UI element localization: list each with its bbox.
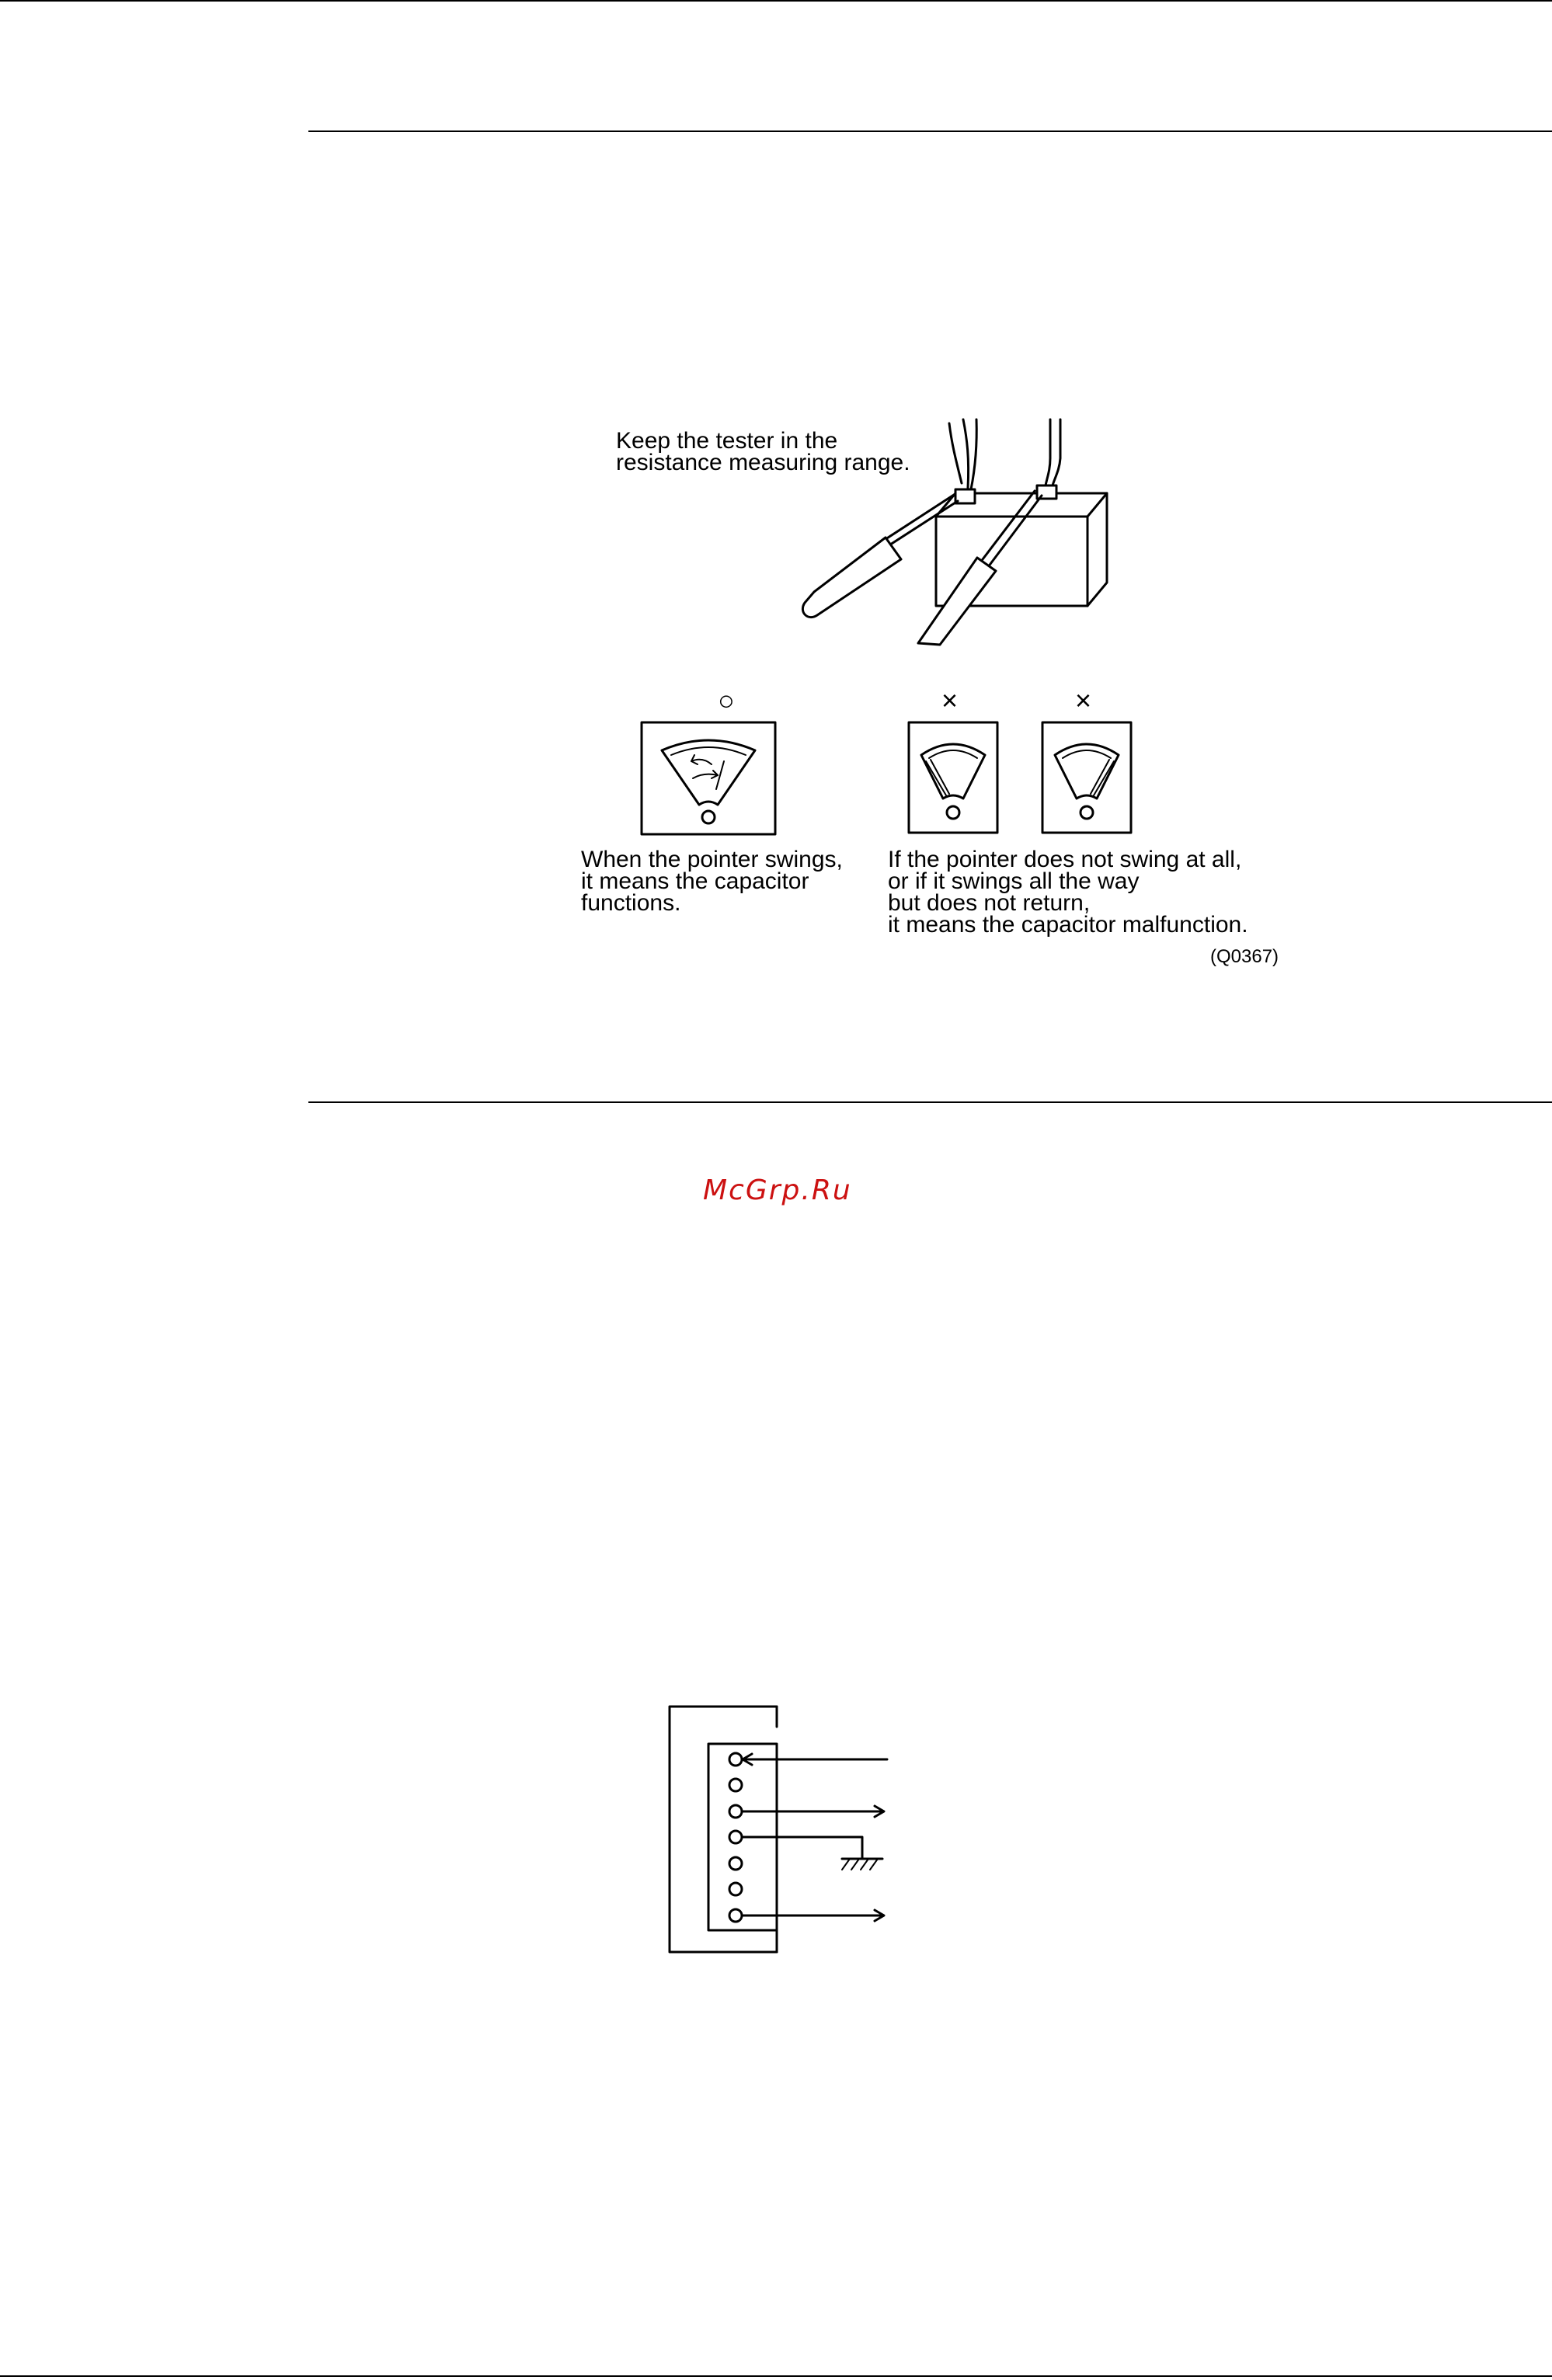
ng-caption-line-2: or if it swings all the way	[888, 868, 1140, 894]
ok-caption-line-2: it means the capacitor	[581, 868, 809, 894]
ok-caption-line-3: functions.	[581, 890, 681, 916]
tester-probes-capacitor-illustration	[777, 412, 1119, 645]
terminal-5	[729, 1857, 742, 1870]
section-rule-upper	[308, 130, 1552, 132]
section-rule-middle	[308, 1101, 1552, 1103]
ok-symbol: ○	[718, 684, 735, 716]
meter-pointer-swings-icon	[640, 721, 777, 836]
tester-note-line-1: Keep the tester in the	[616, 428, 838, 454]
terminal-4	[729, 1831, 742, 1843]
terminal-1	[729, 1753, 742, 1766]
top-page-border	[0, 0, 1552, 2]
terminal-3	[729, 1805, 742, 1818]
ng-caption-line-4: it means the capacitor malfunction.	[888, 912, 1248, 938]
ng-symbol-2: ×	[1075, 684, 1092, 716]
ng-symbol-1: ×	[941, 684, 959, 716]
meter-no-swing-icon	[907, 721, 999, 834]
terminal-2	[729, 1779, 742, 1791]
ng-caption-line-3: but does not return,	[888, 890, 1091, 916]
tester-note-line-2: resistance measuring range.	[616, 450, 910, 475]
terminal-7	[729, 1909, 742, 1922]
watermark-text: McGrp.Ru	[703, 1174, 852, 1206]
ng-caption-line-1: If the pointer does not swing at all,	[888, 847, 1242, 872]
meter-swings-no-return-icon	[1041, 721, 1133, 834]
figure-code: (Q0367)	[1210, 946, 1279, 967]
bottom-page-border	[0, 2375, 1552, 2377]
terminal-6	[729, 1883, 742, 1895]
ok-caption-line-1: When the pointer swings,	[581, 847, 843, 872]
connector-terminal-diagram	[668, 1705, 901, 1954]
